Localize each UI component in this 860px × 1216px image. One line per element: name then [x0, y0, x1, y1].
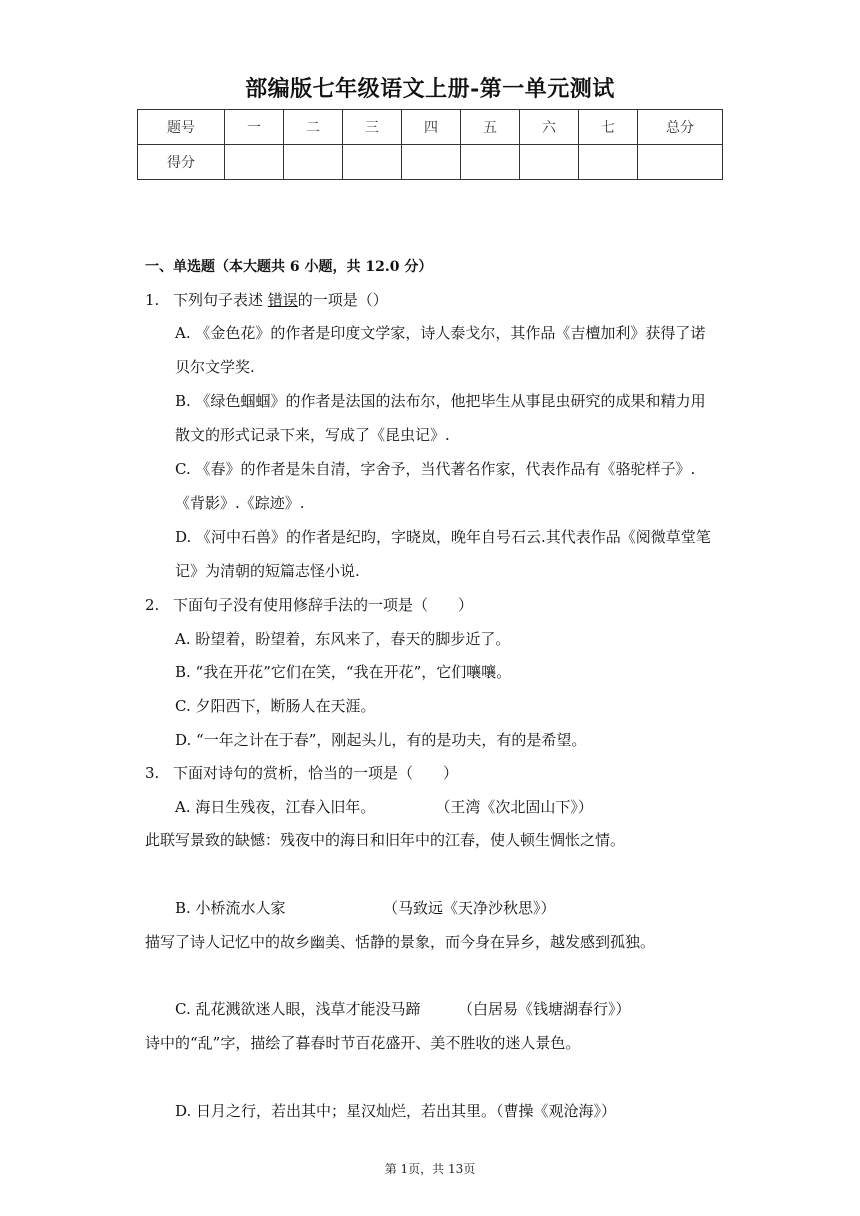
option-d-continued: 记》为清朝的短篇志怪小说. [175, 562, 360, 580]
option-c-note: 诗中的“乱”字，描绘了暮春时节百花盛开、美不胜收的迷人景色。 [145, 1034, 581, 1052]
question-number: 2. [145, 596, 160, 614]
score-input-cell[interactable] [284, 145, 343, 180]
score-input-cell[interactable] [343, 145, 402, 180]
question-1-stem [145, 290, 388, 310]
option-a[interactable]: A. 海日生残夜，江春入旧年。 （王湾《次北固山下》） [175, 798, 593, 816]
stem-text: 下列句子表述 [173, 291, 268, 309]
question-number: 1. [145, 291, 160, 309]
score-table-score-row [138, 145, 723, 180]
stem-text: 下面句子没有使用修辞手法的一项是（ ） [173, 596, 474, 614]
score-cell: 六 [520, 110, 579, 145]
option-a[interactable]: A. 《金色花》的作者是印度文学家，诗人泰戈尔，其作品《吉檀加利》获得了诺 [175, 324, 706, 342]
score-input-cell[interactable] [402, 145, 461, 180]
page-footer: 第 1页，共 13页 [384, 1162, 476, 1176]
score-input-cell[interactable] [520, 145, 579, 180]
page-title: 部编版七年级语文上册-第一单元测试 [245, 76, 615, 102]
score-input-cell[interactable] [225, 145, 284, 180]
option-b-continued: 散文的形式记录下来，写成了《昆虫记》. [175, 426, 450, 444]
question-2-stem [145, 595, 473, 615]
option-d[interactable]: D. 日月之行，若出其中；星汉灿烂，若出其里。（曹操《观沧海》） [175, 1102, 617, 1120]
option-b[interactable]: B. 《绿色蝈蝈》的作者是法国的法布尔，他把毕生从事昆虫研究的成果和精力用 [175, 392, 706, 410]
score-cell: 得分 [138, 145, 225, 180]
option-c[interactable]: C. 乱花溅欲迷人眼，浅草才能没马蹄 （白居易《钱塘湖春行》） [175, 1000, 631, 1018]
score-cell: 一 [225, 110, 284, 145]
stem-text: 的一项是（） [297, 291, 388, 309]
score-cell: 四 [402, 110, 461, 145]
underlined-keyword: 错误 [267, 291, 298, 309]
option-c-continued: 《背影》.《踪迹》. [175, 494, 305, 512]
option-c[interactable]: C. 夕阳西下，断肠人在天涯。 [175, 697, 376, 715]
option-b-note: 描写了诗人记忆中的故乡幽美、恬静的景象，而今身在异乡，越发感到孤独。 [145, 933, 656, 951]
option-a-continued: 贝尔文学奖. [175, 358, 255, 376]
score-input-cell[interactable] [579, 145, 638, 180]
score-cell: 总分 [638, 110, 723, 145]
option-a[interactable]: A. 盼望着，盼望着，东风来了，春天的脚步近了。 [175, 630, 511, 648]
section-heading: 一、单选题（本大题共 6 小题，共 12.0 分） [145, 259, 433, 275]
score-input-cell[interactable] [638, 145, 723, 180]
question-3-stem [145, 763, 458, 783]
option-b[interactable]: B. “我在开花”它们在笑，“我在开花”，它们嚷嚷。 [175, 663, 512, 681]
score-cell: 五 [461, 110, 520, 145]
score-input-cell[interactable] [461, 145, 520, 180]
option-b[interactable]: B. 小桥流水人家 （马致远《天净沙秋思》） [175, 899, 556, 917]
option-c[interactable]: C. 《春》的作者是朱自清，字舍予，当代著名作家，代表作品有《骆驼样子》. [175, 460, 696, 478]
option-a-note: 此联写景致的缺憾：残夜中的海日和旧年中的江春，使人顿生惆怅之情。 [145, 831, 626, 849]
score-cell: 七 [579, 110, 638, 145]
score-table [137, 109, 723, 180]
option-d[interactable]: D. “一年之计在于春”，刚起头儿，有的是功夫，有的是希望。 [175, 731, 587, 749]
score-cell: 三 [343, 110, 402, 145]
score-cell: 题号 [138, 110, 225, 145]
option-d[interactable]: D. 《河中石兽》的作者是纪昀，字晓岚，晚年自号石云.其代表作品《阅微草堂笔 [175, 528, 711, 546]
question-number: 3. [145, 764, 160, 782]
score-table-header-row [138, 110, 723, 145]
stem-text: 下面对诗句的赏析，恰当的一项是（ ） [173, 764, 459, 782]
score-cell: 二 [284, 110, 343, 145]
